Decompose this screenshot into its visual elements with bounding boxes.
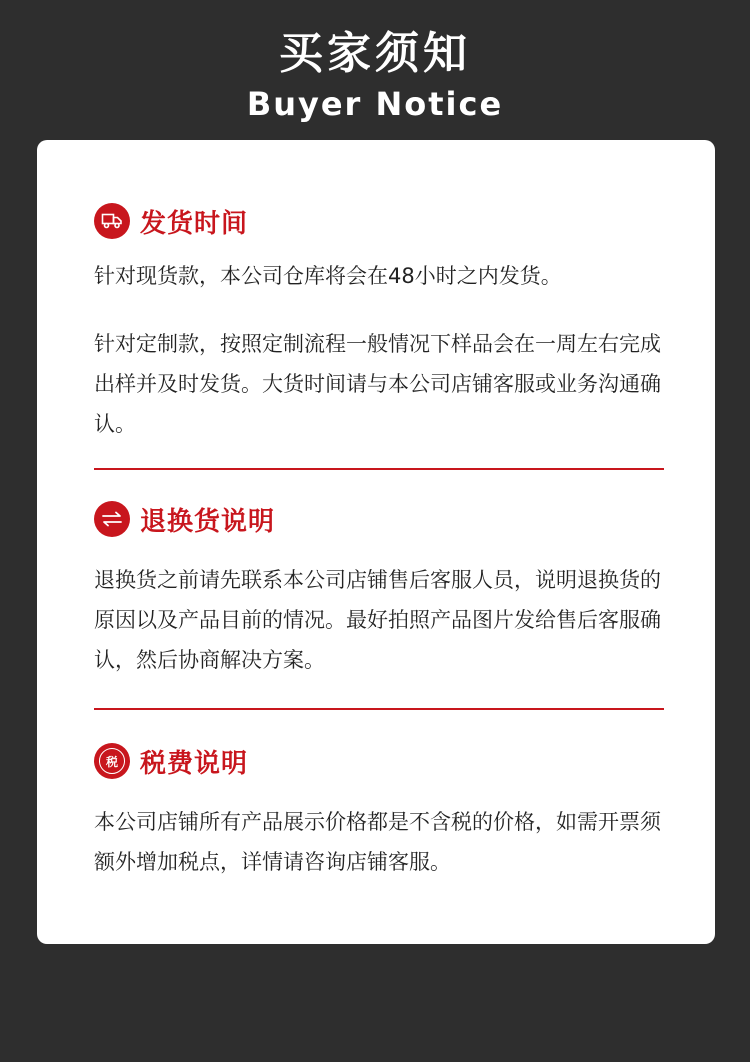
page-title: 买家须知 bbox=[279, 28, 471, 79]
section-shipping bbox=[94, 202, 664, 444]
tax-icon bbox=[94, 743, 130, 779]
notice-card bbox=[37, 140, 715, 944]
section-tax bbox=[94, 742, 664, 882]
tax-icon-ring bbox=[99, 748, 125, 774]
paragraph: 退换货之前请先联系本公司店铺售后客服人员，说明退换货的原因以及产品目前的情况。最好拍照产品图片发给售后客服确认，然后协商解决方案。 bbox=[94, 568, 661, 672]
section-returns bbox=[94, 500, 664, 680]
section-header bbox=[94, 500, 664, 538]
section-title: 退换货说明 bbox=[140, 506, 276, 537]
tax-icon-text: 税 bbox=[105, 754, 118, 769]
paragraph: 本公司店铺所有产品展示价格都是不含税的价格，如需开票须额外增加税点，详情请咨询店铺客服。 bbox=[94, 810, 661, 874]
header bbox=[0, 26, 750, 124]
section-title: 税费说明 bbox=[140, 748, 249, 779]
section-header bbox=[94, 742, 664, 780]
truck-icon bbox=[94, 203, 130, 239]
paragraph: 针对现货款，本公司仓库将会在48小时之内发货。 bbox=[94, 264, 562, 288]
exchange-arrows-icon bbox=[94, 501, 130, 537]
section-title: 发货时间 bbox=[140, 208, 249, 239]
paragraph: 针对定制款，按照定制流程一般情况下样品会在一周左右完成出样并及时发货。大货时间请与本公司店铺客服或业务沟通确认。 bbox=[94, 332, 661, 436]
section-header bbox=[94, 202, 664, 240]
section-divider bbox=[94, 468, 664, 470]
section-divider bbox=[94, 708, 664, 710]
page-subtitle: Buyer Notice bbox=[246, 85, 504, 123]
